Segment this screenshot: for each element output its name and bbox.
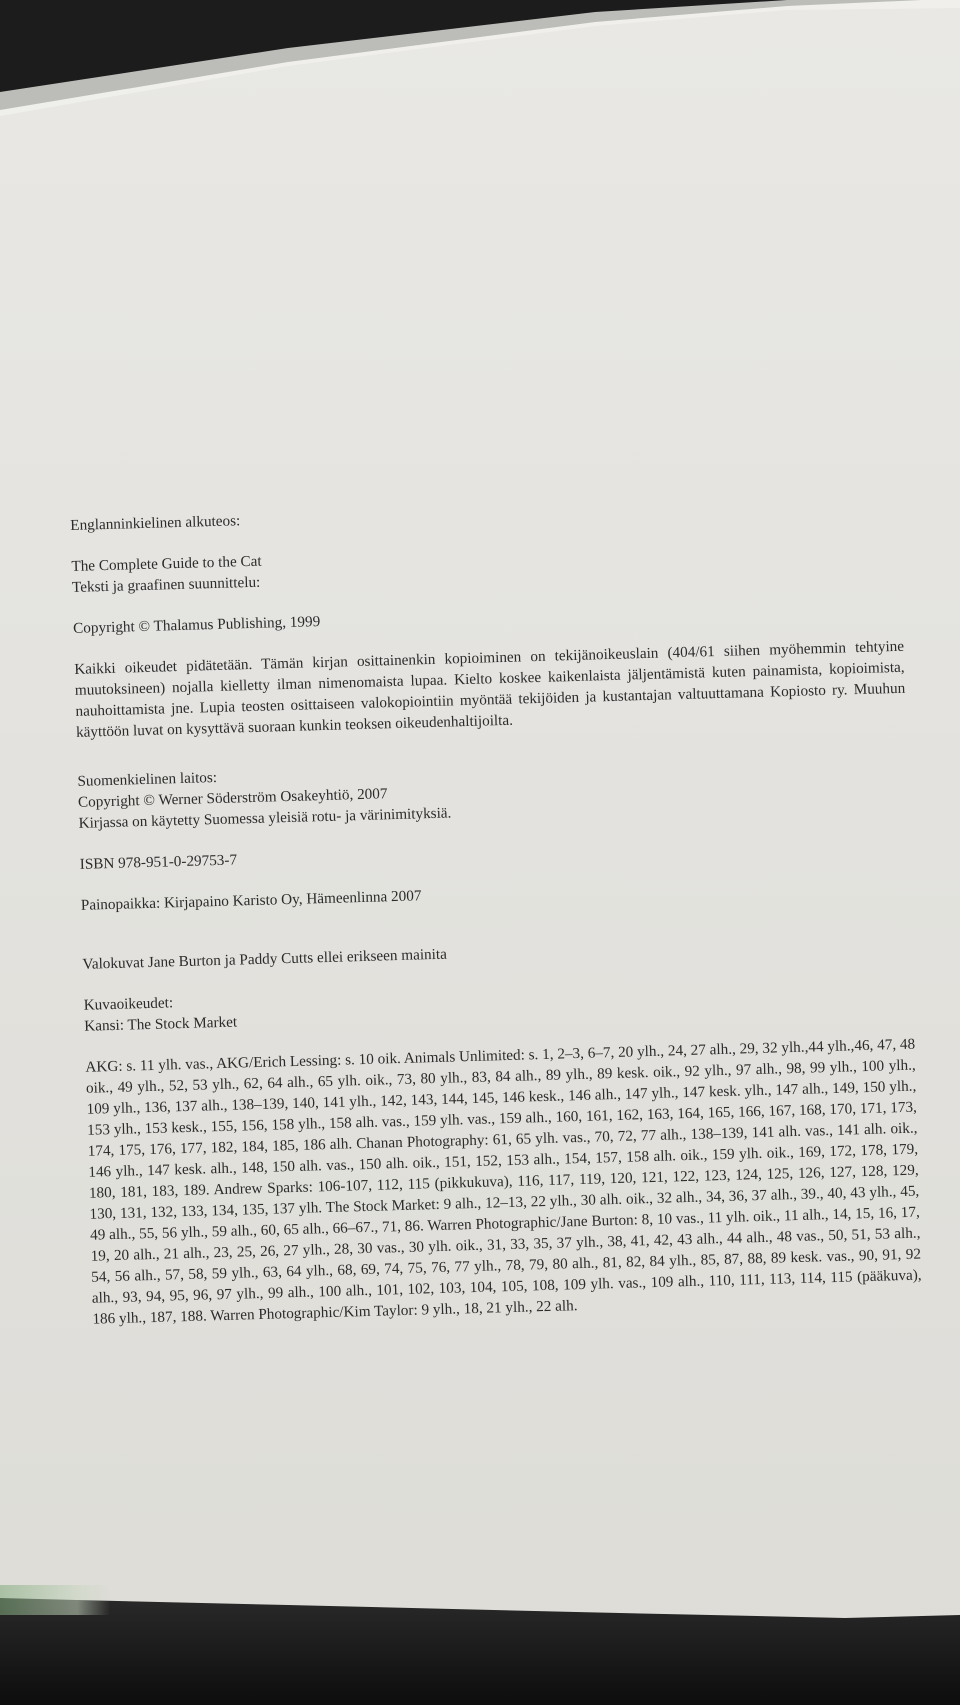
original-title: The Complete Guide to the Cat — [71, 552, 262, 575]
printing-info: Painopaikka: Kirjapaino Karisto Oy, Hämeenlinna 2007 — [80, 887, 422, 914]
finnish-edition-label: Suomenkielinen laitos: — [77, 769, 218, 790]
isbn: ISBN 978-951-0-29753-7 — [79, 851, 238, 873]
picture-rights-label: Kuvaoikeudet: — [83, 994, 174, 1014]
breed-naming-note: Kirjassa on käytetty Suomessa yleisiä rotu- ja värinimityksiä. — [78, 804, 452, 832]
underlying-page-edge — [0, 1585, 110, 1615]
photo-credit: Valokuvat Jane Burton ja Paddy Cutts ellei erikseen mainita — [82, 945, 448, 973]
imprint-text — [70, 492, 922, 1330]
design-label: Teksti ja graafinen suunnittelu: — [71, 573, 261, 596]
picture-credits-list: AKG: s. 11 ylh. vas., AKG/Erich Lessing: s. 10 oik. Animals Unlimited: s. 1, 2–3, 6–7, 20 ylh., 24, 27 alh., 29, 32 ylh.,44 ylh.,46, 47, 48 oik., 49 ylh., 52, 53 ylh., 62, 64 alh., 65 ylh. oik., 73, 80 ylh., 83, 84 alh., 89 ylh., 89 kesk. oik., 92 ylh., 97 alh., 98, 99 ylh., 100 ylh., 109 ylh., 136, 137 alh., 138–139, 140, 141 ylh., 142, 143, 144, 145, 146 kesk., 146 alh., 147 ylh., 147 kesk. ylh., 147 alh., 149, 150 ylh., 153 ylh., 153 kesk., 155, 156, 158 ylh., 158 alh. vas., 159 ylh. vas., 159 alh., 160, 161, 162, 163, 164, 165, 166, 167, 168, 170, 171, 173, 174, 175, 176, 177, 182, 184, 185, 186 alh. Chanan Photography: 61, 65 ylh. vas., 70, 72, 77 alh., 138–139, 141 alh. vas., 141 alh. oik., 146 ylh., 147 kesk. alh., 148, 150 alh. vas., 150 alh. oik., 151, 152, 153 alh., 154, 157, 158 alh. oik., 159 ylh. oik., 169, 172, 178, 179, 180, 181, 183, 189. Andrew Sparks: 106-107, 112, 115 (pikkukuva), 116, 117, 119, 120, 121, 122, 123, 124, 125, 126, 127, 128, 129, 130, 131, 132, 133, 134, 135, 137 ylh. The Stock Market: 9 alh., 12–13, 22 ylh., 30 alh. oik., 32 alh., 34, 36, 37 alh., 39., 40, 43 ylh., 45, 49 alh., 55, 56 ylh., 59 alh., 60, 65 alh., 66–67., 71, 86. Warren Photographic/Jane Burton: 8, 10 vas., 11 ylh. oik., 11 alh., 14, 15, 16, 17, 19, 20 alh., 21 alh., 23, 25, 26, 27 ylh., 28, 30 vas., 30 ylh. oik., 31, 33, 35, 37 ylh., 38, 41, 42, 43 alh., 44 alh., 48 vas., 50, 51, 53 alh., 54, 56 alh., 57, 58, 59 ylh., 63, 64 ylh., 68, 69, 74, 75, 76, 77 ylh., 78, 79, 80 alh., 81, 82, 84 ylh., 85, 87, 88, 89 kesk. vas., 90, 91, 92 alh., 93, 94, 95, 96, 97 ylh., 99 alh., 100 alh., 101, 102, 103, 104, 105, 108, 109 ylh. vas., 109 alh., 110, 111, 113, 114, 115 (pääkuva), 186 ylh., 187, 188. Warren Photographic/Kim Taylor: 9 ylh., 18, 21 ylh., 22 alh. — [85, 1035, 922, 1328]
rights-paragraph: Kaikki oikeudet pidätetään. Tämän kirjan osittainenkin kopioiminen on tekijänoikeuslain (404/61 siihen myöhemmin tehtyine muutoksineen) nojalla kielletty ilman nimenomaista lupaa. Kielto koskee kaikenlaista jäljentämistä kuten painamista, kopioimista, nauhoittamista jne. Lupia teosten osittaiseen valokopiointiin myöntää tekijöiden ja kustantajan valtuuttamana Kopiosto ry. Muuhun käyttöön luvat on kysyttävä suoraan kunkin teoksen oikeudenhaltijoilta. — [74, 637, 906, 741]
cover-credit: Kansi: The Stock Market — [84, 1013, 238, 1035]
copyright-finnish: Copyright © Werner Söderström Osakeyhtiö, 2007 — [77, 785, 388, 811]
copyright-original: Copyright © Thalamus Publishing, 1999 — [72, 613, 321, 637]
original-edition-label: Englanninkielinen alkuteos: — [70, 512, 241, 534]
